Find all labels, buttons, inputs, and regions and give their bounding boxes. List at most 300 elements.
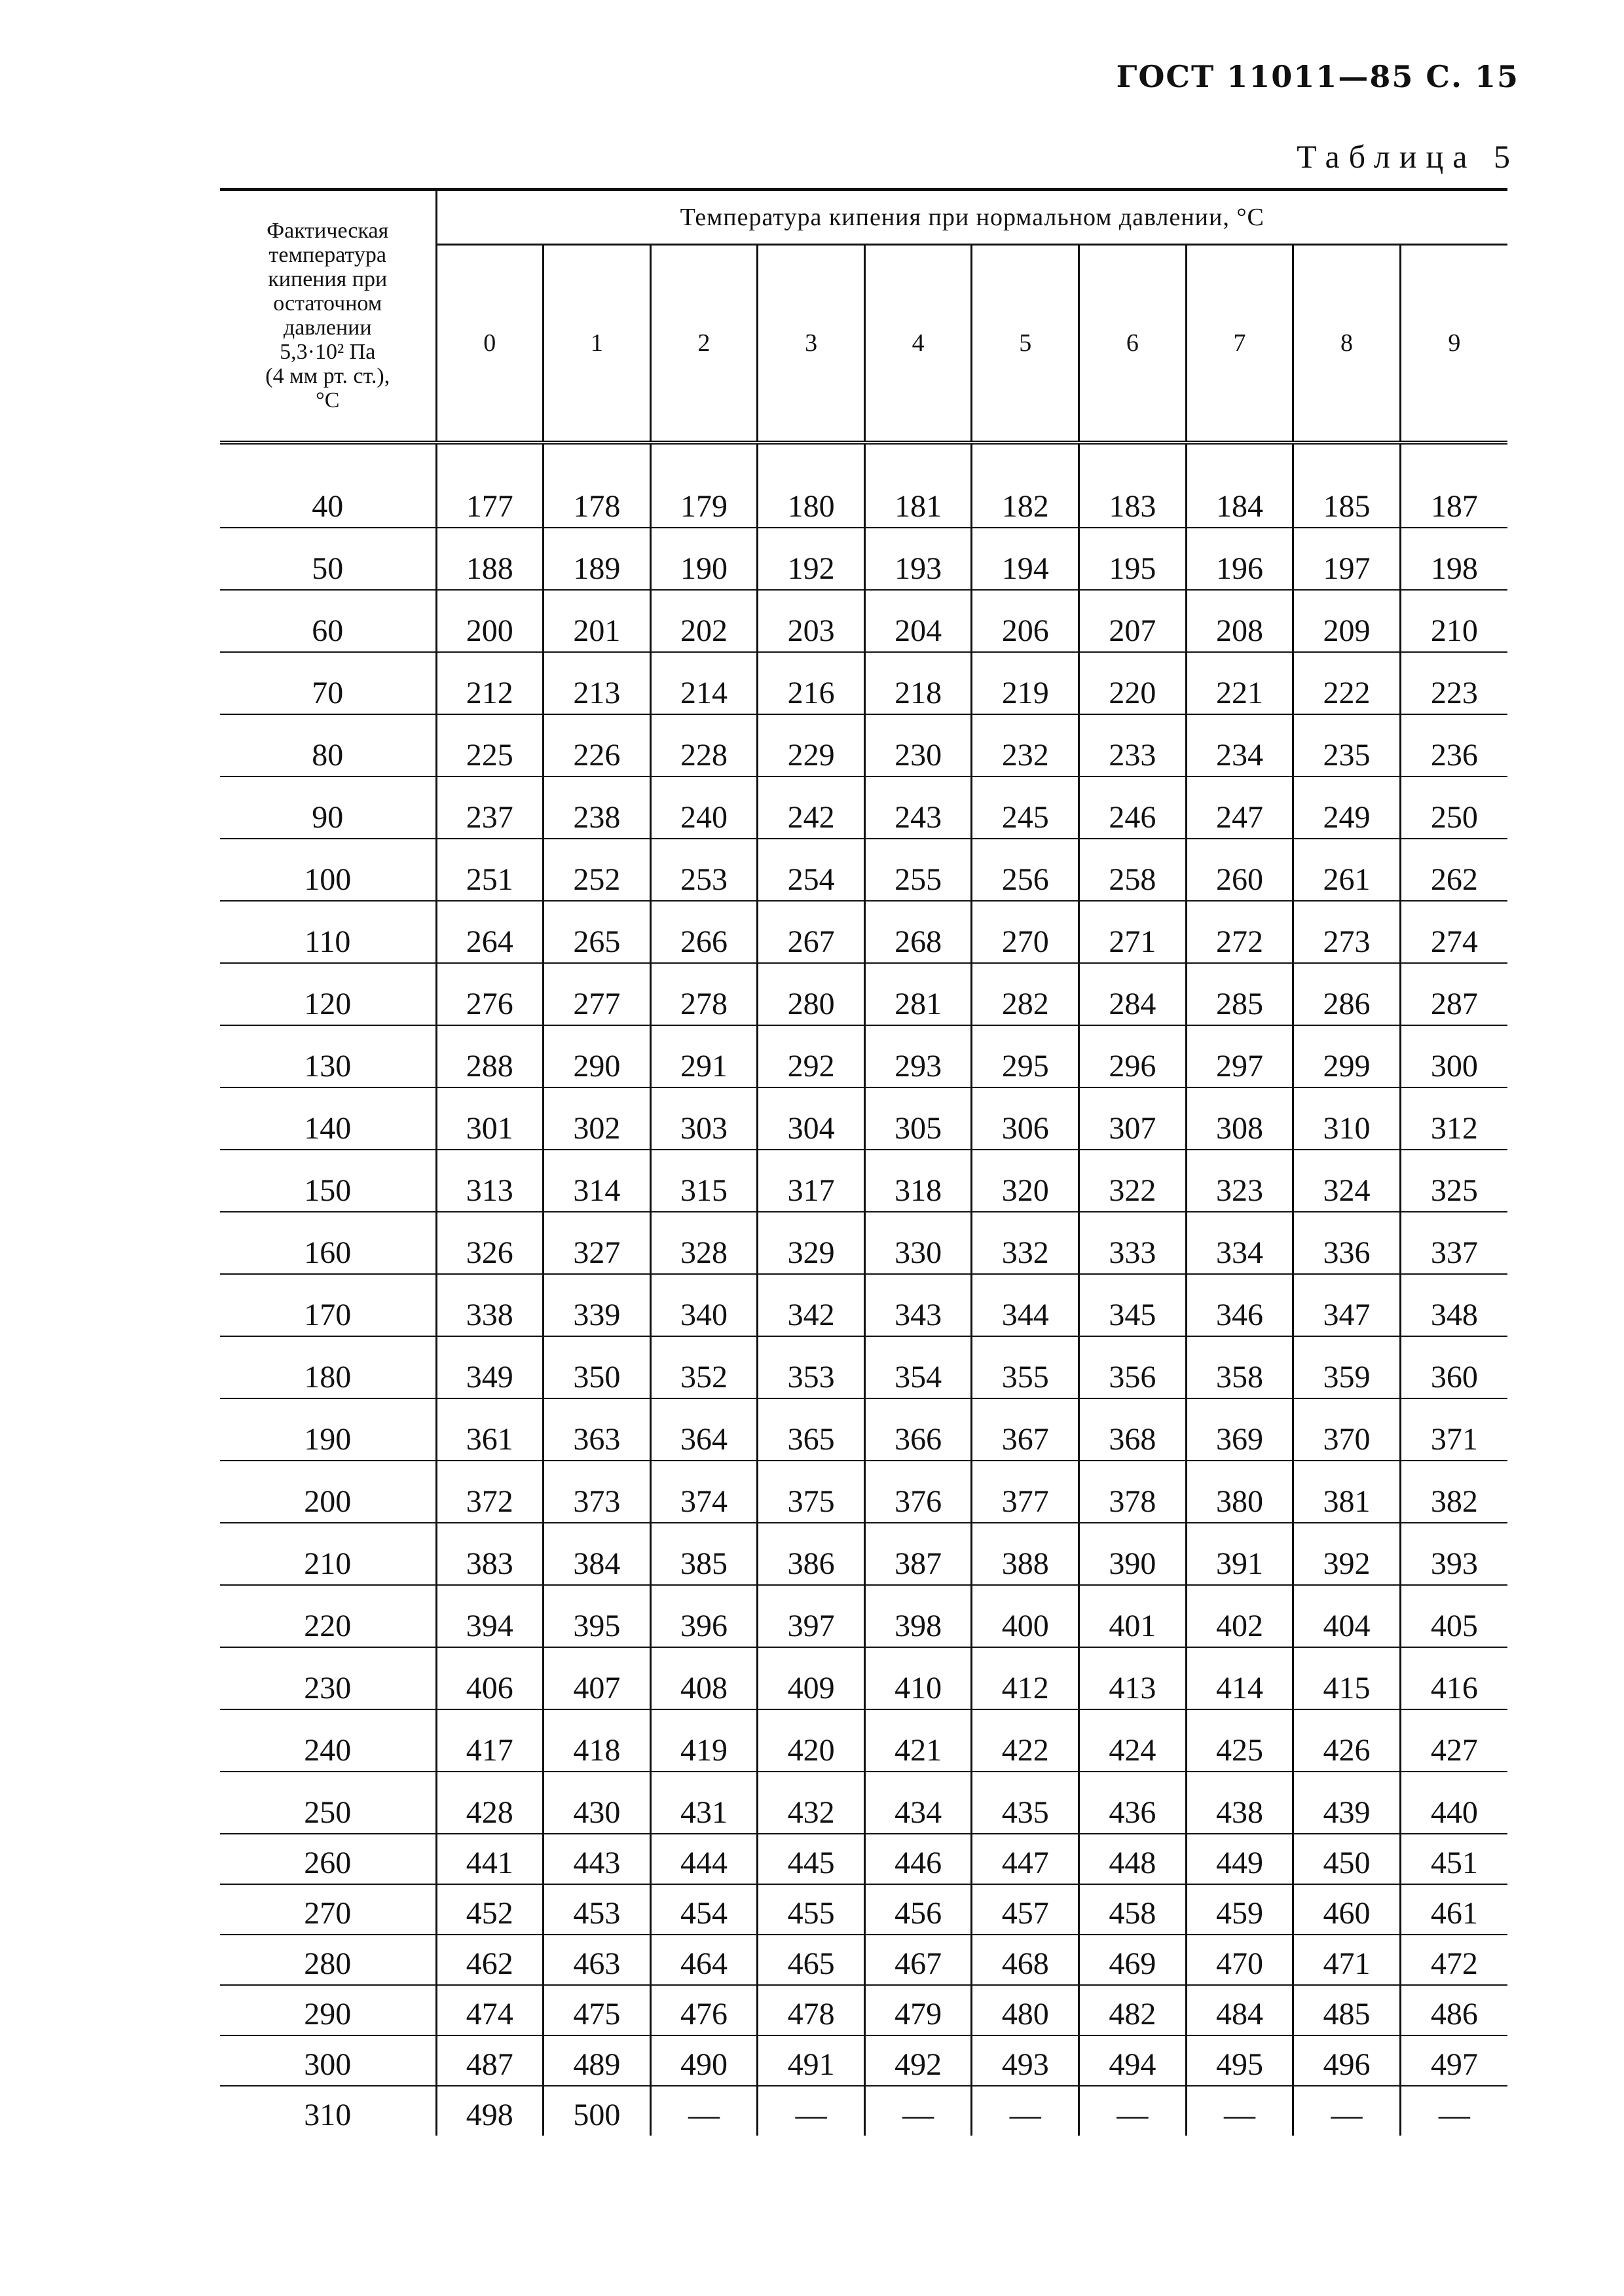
row-label: 230 [220,1647,436,1709]
table-cell: 245 [972,776,1079,839]
table-cell: 252 [544,839,651,901]
table-cell: 187 [1400,443,1507,528]
table-cell: 447 [972,1834,1079,1884]
table-row [220,963,1507,1025]
table-cell: 358 [1186,1336,1293,1398]
table-row [220,2086,1507,2136]
table-cell: 444 [650,1834,758,1884]
table-cell: 293 [864,1025,972,1087]
table-cell: 206 [972,590,1079,652]
row-label: 130 [220,1025,436,1087]
table-cell: 394 [436,1585,544,1647]
table-cell: 486 [1400,1985,1507,2035]
table-cell: 395 [544,1585,651,1647]
table-cell: 434 [864,1772,972,1834]
table-cell: 178 [544,443,651,528]
table-cell: 340 [650,1274,758,1336]
table-cell: 498 [466,2098,513,2132]
column-header-digit: 9 [1400,245,1507,443]
table-cell: 251 [436,839,544,901]
table-cell: 404 [1293,1585,1401,1647]
table-cell: 233 [1079,714,1187,776]
table-cell: 280 [758,963,865,1025]
table-cell: 237 [436,776,544,839]
table-cell: 420 [758,1709,865,1772]
table-row [220,839,1507,901]
table-cell: 338 [436,1274,544,1336]
table-cell: 400 [972,1585,1079,1647]
table-cell: 467 [864,1935,972,1985]
table-cell: 243 [864,776,972,839]
table-cell: 391 [1186,1523,1293,1585]
table-cell: 418 [544,1709,651,1772]
row-label: 300 [220,2035,436,2086]
table-cell: 323 [1186,1150,1293,1212]
table-cell: 454 [650,1884,758,1935]
table-cell: 327 [544,1212,651,1274]
table-cell: 479 [864,1985,972,2035]
table-cell: 255 [864,839,972,901]
stub-header-line: давлении [283,316,372,340]
table-cell: 195 [1079,528,1187,590]
table-cell: 264 [436,901,544,963]
table-cell: 365 [758,1398,865,1461]
column-header-digit: 6 [1079,245,1187,443]
row-label: 210 [220,1523,436,1585]
table-cell: 292 [758,1025,865,1087]
table-row [220,1884,1507,1935]
table-cell: 213 [544,652,651,714]
table-row [220,1336,1507,1398]
table-cell: 190 [650,528,758,590]
table-cell: 425 [1186,1709,1293,1772]
table-cell: 426 [1293,1709,1401,1772]
table-cell: — [1079,2086,1187,2136]
table-cell: 495 [1186,2035,1293,2086]
table-cell: 377 [972,1461,1079,1523]
table-cell: 355 [972,1336,1079,1398]
table-cell: 348 [1400,1274,1507,1336]
table-row [220,1274,1507,1336]
table-cell: 435 [972,1772,1079,1834]
table-cell: 313 [436,1150,544,1212]
table-cell: 235 [1293,714,1401,776]
table-cell: 414 [1186,1647,1293,1709]
table-cell: 388 [972,1523,1079,1585]
table-cell: 271 [1079,901,1187,963]
table-cell: 223 [1400,652,1507,714]
table-cell: 375 [758,1461,865,1523]
table-cell: 258 [1079,839,1187,901]
row-label: 190 [220,1398,436,1461]
table-cell: 325 [1400,1150,1507,1212]
table-cell: 448 [1079,1834,1187,1884]
table-cell: 370 [1293,1398,1401,1461]
table-cell: 320 [972,1150,1079,1212]
table-cell: 485 [1293,1985,1401,2035]
table-cell: 302 [544,1087,651,1150]
table-cell: 182 [972,443,1079,528]
table-row [220,1398,1507,1461]
table-cell: 468 [972,1935,1079,1985]
table-cell: 360 [1400,1336,1507,1398]
table-cell: 324 [1293,1150,1401,1212]
table-cell: 214 [650,652,758,714]
table-cell: 347 [1293,1274,1401,1336]
table-cell: 277 [544,963,651,1025]
table-cell: 307 [1079,1087,1187,1150]
table-cell: 229 [758,714,865,776]
table-cell: 380 [1186,1461,1293,1523]
table-cell: 417 [436,1709,544,1772]
table-cell: 198 [1400,528,1507,590]
table-cell: 487 [436,2035,544,2086]
table-cell: 254 [758,839,865,901]
table-cell: 339 [544,1274,651,1336]
table-cell: — [1400,2086,1507,2136]
table-cell: 273 [1293,901,1401,963]
stub-header-line: кипения при [268,267,388,291]
table-cell: 200 [436,590,544,652]
table-cell: 270 [972,901,1079,963]
table-cell: 410 [864,1647,972,1709]
table-cell: 349 [436,1336,544,1398]
table-row [220,1935,1507,1985]
table-row [220,901,1507,963]
table-cell: 192 [758,528,865,590]
row-label: 140 [220,1087,436,1150]
table-cell: 356 [1079,1336,1187,1398]
table-cell: 308 [1186,1087,1293,1150]
table-cell: 295 [972,1025,1079,1087]
table-cell: 297 [1186,1025,1293,1087]
row-label: 110 [220,901,436,963]
table-cell: 428 [436,1772,544,1834]
table-row [220,2035,1507,2086]
table-cell: 419 [650,1709,758,1772]
table-row [220,1709,1507,1772]
table-cell: 361 [436,1398,544,1461]
table-cell: 284 [1079,963,1187,1025]
table-cell: 265 [544,901,651,963]
table-cell: 500 [544,2086,651,2136]
row-label: 200 [220,1461,436,1523]
table-cell: 415 [1293,1647,1401,1709]
table-cell: 363 [544,1398,651,1461]
table-cell: 440 [1400,1772,1507,1834]
table-cell: 315 [650,1150,758,1212]
table-cell: 299 [1293,1025,1401,1087]
table-cell: 180 [758,443,865,528]
table-row [220,1585,1507,1647]
table-cell: 398 [864,1585,972,1647]
row-label: 220 [220,1585,436,1647]
table-cell: 494 [1079,2035,1187,2086]
table-cell: 421 [864,1709,972,1772]
table-cell: 287 [1400,963,1507,1025]
table-cell: 430 [544,1772,651,1834]
table-cell: 230 [864,714,972,776]
table-cell: 300 [1400,1025,1507,1087]
table-cell: 353 [758,1336,865,1398]
column-header-digit: 1 [544,245,651,443]
table-row [220,1150,1507,1212]
table-row [220,1772,1507,1834]
table-cell: 204 [864,590,972,652]
table-cell: 369 [1186,1398,1293,1461]
table-cell: 382 [1400,1461,1507,1523]
table-cell: — [758,2086,865,2136]
table-cell: 201 [544,590,651,652]
table-cell: 310 [1293,1087,1401,1150]
table-cell: 431 [650,1772,758,1834]
table-cell: 305 [864,1087,972,1150]
table-cell: 288 [436,1025,544,1087]
table-row [220,1834,1507,1884]
row-label: 310 [220,2086,436,2136]
table-cell: 196 [1186,528,1293,590]
table-cell: 474 [436,1985,544,2035]
table-cell: 343 [864,1274,972,1336]
table-cell: 470 [1186,1935,1293,1985]
table-cell: 286 [1293,963,1401,1025]
table-cell: 367 [972,1398,1079,1461]
stub-header-line: остаточном [273,291,382,316]
row-label: 160 [220,1212,436,1274]
table-cell: 478 [758,1985,865,2035]
table-cell: 296 [1079,1025,1187,1087]
table-cell: 246 [1079,776,1187,839]
row-label: 80 [220,714,436,776]
table-cell: 406 [436,1647,544,1709]
table-cell: 306 [972,1087,1079,1150]
row-label: 170 [220,1274,436,1336]
row-label: 290 [220,1985,436,2035]
table-cell: 476 [650,1985,758,2035]
table-cell: 390 [1079,1523,1187,1585]
row-label: 90 [220,776,436,839]
table-cell: 457 [972,1884,1079,1935]
table-cell: 386 [758,1523,865,1585]
row-label: 280 [220,1935,436,1985]
table-cell: 193 [864,528,972,590]
table-cell: 350 [544,1336,651,1398]
table-cell: 482 [1079,1985,1187,2035]
row-label: 40 [220,443,436,528]
table-cell: 318 [864,1150,972,1212]
table-cell: 322 [1079,1150,1187,1212]
column-header-digit: 5 [972,245,1079,443]
table-cell: 281 [864,963,972,1025]
table-row [220,528,1507,590]
table-cell: 480 [972,1985,1079,2035]
table-cell: 303 [650,1087,758,1150]
table-row [220,1087,1507,1150]
row-label: 60 [220,590,436,652]
table-cell: 326 [436,1212,544,1274]
table-row [220,714,1507,776]
table-cell: 464 [650,1935,758,1985]
table-cell: 260 [1186,839,1293,901]
stub-header-line: 5,3·10² Па [280,340,376,364]
table-cell: 222 [1293,652,1401,714]
table-cell: 455 [758,1884,865,1935]
table-cell: 329 [758,1212,865,1274]
table-cell: 359 [1293,1336,1401,1398]
table-cell: 416 [1400,1647,1507,1709]
table-row [220,776,1507,839]
table-cell: 441 [436,1834,544,1884]
table-cell: 383 [436,1523,544,1585]
table-cell: 240 [650,776,758,839]
table-cell: 278 [650,963,758,1025]
table-cell: 219 [972,652,1079,714]
table-cell: 405 [1400,1585,1507,1647]
table-cell: 184 [1186,443,1293,528]
table-row [220,1212,1507,1274]
table-cell: 216 [758,652,865,714]
table-cell: 427 [1400,1709,1507,1772]
table-cell: 232 [972,714,1079,776]
table-cell: 446 [864,1834,972,1884]
table-cell: 262 [1400,839,1507,901]
table-cell: 407 [544,1647,651,1709]
table-cell: 328 [650,1212,758,1274]
table-cell: 207 [1079,590,1187,652]
table-cell: 291 [650,1025,758,1087]
table-cell: 209 [1293,590,1401,652]
table-cell: 374 [650,1461,758,1523]
table-cell: 438 [1186,1772,1293,1834]
table-cell: 334 [1186,1212,1293,1274]
column-header-digit: 8 [1293,245,1401,443]
table-cell: 409 [758,1647,865,1709]
column-header-digit: 3 [758,245,865,443]
table-cell: 445 [758,1834,865,1884]
table-cell: 397 [758,1585,865,1647]
table-cell: 458 [1079,1884,1187,1935]
table-cell: 443 [544,1834,651,1884]
table-cell: 412 [972,1647,1079,1709]
table-cell: 274 [1400,901,1507,963]
table-cell: 220 [1079,652,1187,714]
table-cell: 268 [864,901,972,963]
table-row [220,1025,1507,1087]
table-cell: 282 [972,963,1079,1025]
row-label: 240 [220,1709,436,1772]
table-cell: 276 [436,963,544,1025]
table-cell: 290 [544,1025,651,1087]
table-cell: 285 [1186,963,1293,1025]
table-cell: 491 [758,2035,865,2086]
table-cell: 312 [1400,1087,1507,1150]
column-header-digit: 7 [1186,245,1293,443]
table-cell: 256 [972,839,1079,901]
row-label: 260 [220,1834,436,1884]
table-cell: 364 [650,1398,758,1461]
table-cell: 456 [864,1884,972,1935]
table-cell: 366 [864,1398,972,1461]
table-row [220,1985,1507,2035]
table-cell: 460 [1293,1884,1401,1935]
column-header-digit: 0 [436,245,544,443]
table-cell: 337 [1400,1212,1507,1274]
table-cell: 225 [436,714,544,776]
table-cell: 368 [1079,1398,1187,1461]
table-cell: 179 [650,443,758,528]
table-cell: 228 [650,714,758,776]
table-cell: 462 [436,1935,544,1985]
table-cell: 333 [1079,1212,1187,1274]
table-cell: 314 [544,1150,651,1212]
row-label: 270 [220,1884,436,1935]
table-cell: 183 [1079,443,1187,528]
stub-header [220,190,436,443]
stub-header-line: температура [268,243,386,267]
table-cell: 250 [1400,776,1507,839]
table-cell: 401 [1079,1585,1187,1647]
table-cell: 354 [864,1336,972,1398]
table-cell: 436 [1079,1772,1187,1834]
table-cell: 226 [544,714,651,776]
table-cell: 185 [1293,443,1401,528]
table-cell: 459 [1186,1884,1293,1935]
table-cell: 238 [544,776,651,839]
table-cell: 330 [864,1212,972,1274]
table-cell: 210 [1400,590,1507,652]
table-cell: 493 [972,2035,1079,2086]
boiling-temperature-table [220,188,1507,2136]
table-cell: 384 [544,1523,651,1585]
table-cell: 371 [1400,1398,1507,1461]
table-cell: 439 [1293,1772,1401,1834]
table-cell: — [650,2086,758,2136]
table-cell: — [972,2086,1079,2136]
table-cell: — [1293,2086,1401,2136]
table-cell: 408 [650,1647,758,1709]
table-cell: 304 [758,1087,865,1150]
stub-header-line: Фактическая [267,219,389,243]
table-cell: 453 [544,1884,651,1935]
table-cell: 413 [1079,1647,1187,1709]
table-cell: 197 [1293,528,1401,590]
column-header-digit: 4 [864,245,972,443]
row-label: 180 [220,1336,436,1398]
table-cell: 218 [864,652,972,714]
table-cell: 472 [1400,1935,1507,1985]
table-cell: 376 [864,1461,972,1523]
table-cell: 342 [758,1274,865,1336]
table-title: Таблица 5 [1297,138,1519,175]
table-cell: 392 [1293,1523,1401,1585]
stub-header-line: (4 мм рт. ст.), [265,364,390,388]
page-header: ГОСТ 11011—85 С. 15 [1116,59,1519,94]
table-cell: 203 [758,590,865,652]
table-cell: 332 [972,1212,1079,1274]
table-cell: 484 [1186,1985,1293,2035]
table-row [220,652,1507,714]
table-cell: 432 [758,1772,865,1834]
table-cell: 346 [1186,1274,1293,1336]
row-label: 70 [220,652,436,714]
table-cell: 396 [650,1585,758,1647]
table-cell: 188 [436,528,544,590]
table-cell: 253 [650,839,758,901]
stub-header-line: °С [316,388,340,412]
table-cell: 202 [650,590,758,652]
table-row [220,443,1507,528]
table-row [220,1647,1507,1709]
